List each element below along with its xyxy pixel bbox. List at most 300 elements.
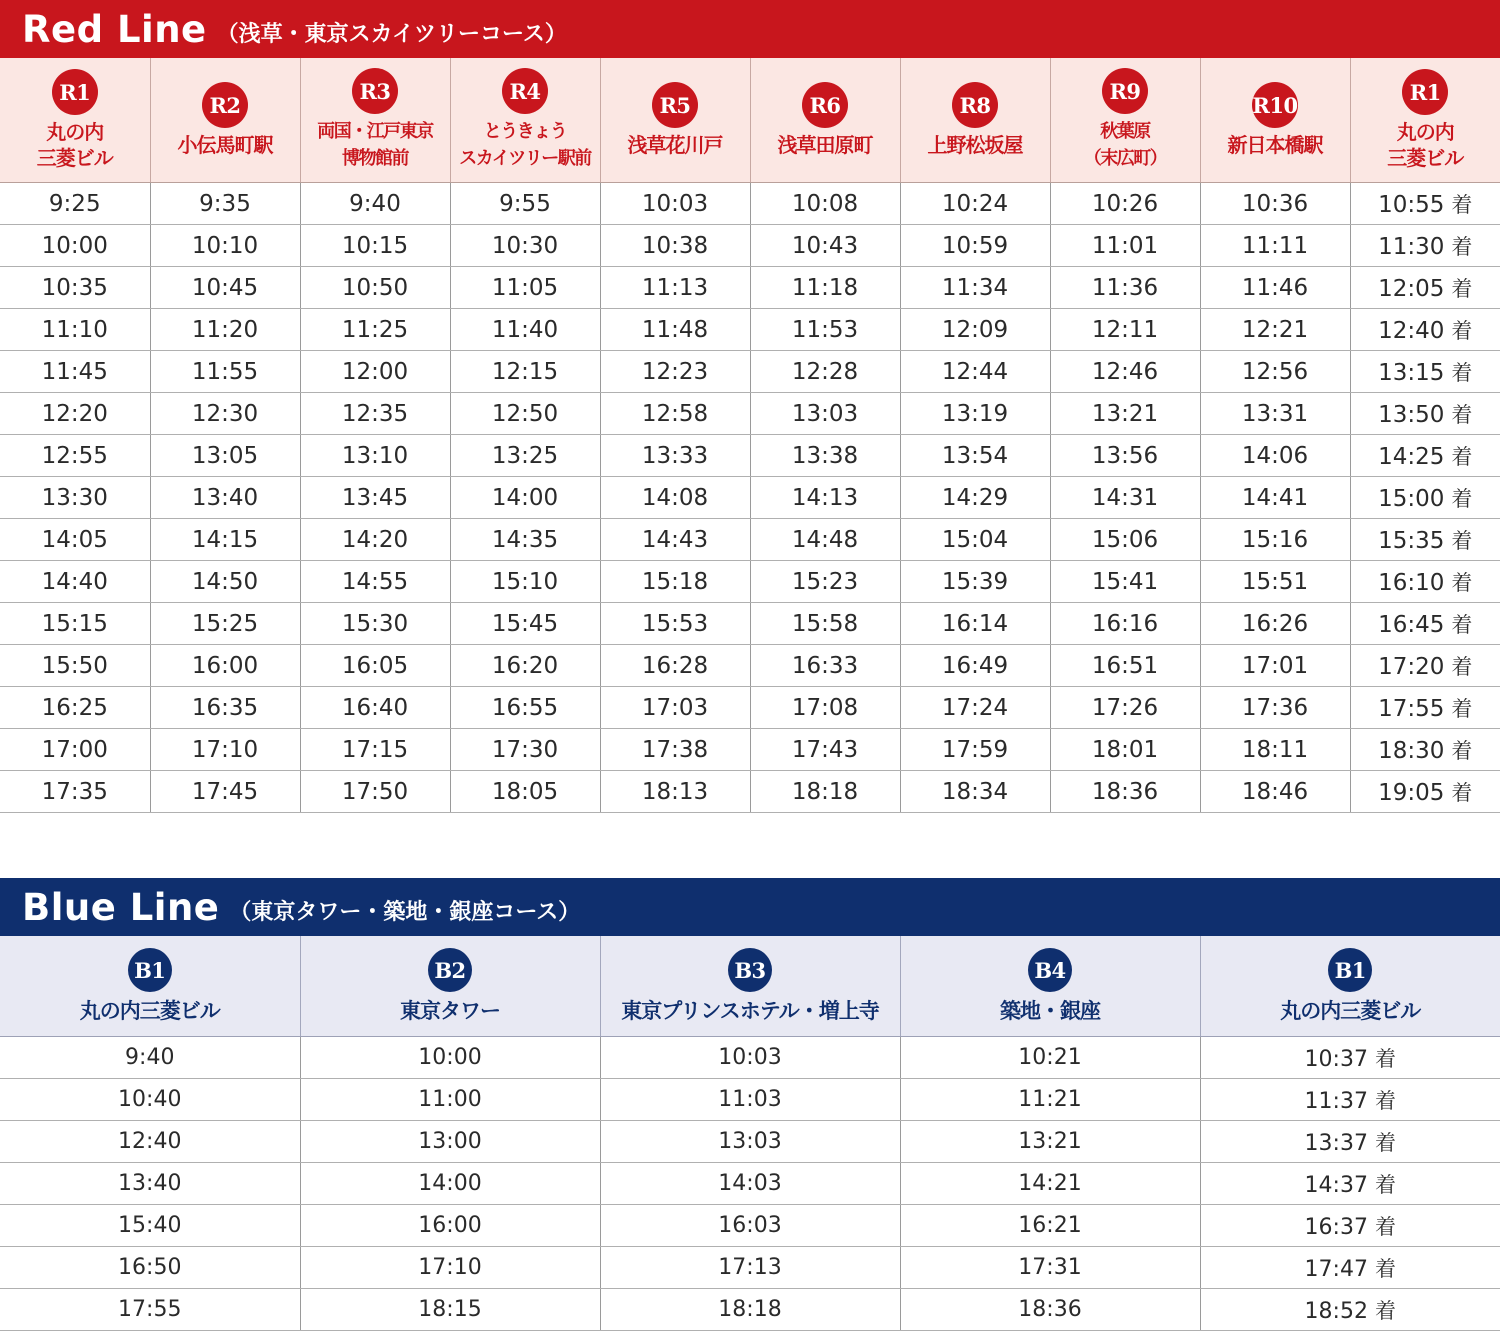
red-line-time-cell (1350, 477, 1500, 519)
red-line-time-cell (900, 645, 1050, 687)
blue-line-time-cell (1200, 1121, 1500, 1163)
red-line-arrival-mark: 着 (1451, 235, 1472, 259)
red-line-departure-time: 14:06 (1242, 443, 1308, 469)
red-line-departure-time: 16:00 (192, 653, 258, 679)
blue-line-title-bar (0, 878, 1500, 936)
red-line-time-cell (600, 603, 750, 645)
red-line-departure-time: 14:41 (1242, 485, 1308, 511)
red-line-departure-time: 9:40 (349, 191, 401, 217)
red-line-time-cell (300, 183, 450, 225)
red-line-time-cell (1350, 225, 1500, 267)
red-line-departure-time: 12:23 (642, 359, 708, 385)
red-line-table-row (0, 435, 1500, 477)
red-line-stop-code-badge: R10 (1252, 82, 1298, 128)
blue-line-stop-name: 築地・銀座 (901, 998, 1200, 1024)
red-line-time-cell (150, 225, 300, 267)
red-line-departure-time: 13:45 (342, 485, 408, 511)
red-line-time-cell (1200, 603, 1350, 645)
red-line-time-cell (450, 435, 600, 477)
red-line-departure-time: 13:10 (342, 443, 408, 469)
blue-line-stop-name: 東京プリンスホテル・増上寺 (601, 998, 900, 1024)
red-line-arrival-mark: 着 (1451, 613, 1472, 637)
blue-line-departure-time: 10:21 (1018, 1045, 1081, 1070)
red-line-departure-time: 14:48 (792, 527, 858, 553)
red-line-stop-code-badge: R3 (352, 68, 398, 114)
blue-line-departure-time: 18:18 (718, 1297, 781, 1322)
red-line-stop-code-badge: R4 (502, 68, 548, 114)
red-line-departure-time: 12:50 (492, 401, 558, 427)
red-line-time-cell (450, 183, 600, 225)
blue-line-stop-header (600, 936, 900, 1037)
blue-line-stop-name: 東京タワー (301, 998, 600, 1024)
red-line-stop-header (750, 58, 900, 183)
red-line-stop-header (900, 58, 1050, 183)
blue-line-stop-header (900, 936, 1200, 1037)
red-line-time-cell (900, 225, 1050, 267)
red-line-title-bar (0, 0, 1500, 58)
red-line-stop-name: 丸の内 三菱ビル (1351, 119, 1500, 171)
red-line-table-row (0, 477, 1500, 519)
red-line-departure-time: 16:25 (42, 695, 108, 721)
red-line-time-cell (150, 603, 300, 645)
red-line-departure-time: 10:50 (342, 275, 408, 301)
red-line-departure-time: 17:26 (1092, 695, 1158, 721)
red-line-title: Red Line (22, 8, 207, 51)
red-line-departure-time: 15:30 (342, 611, 408, 637)
red-line-departure-time: 11:53 (792, 317, 858, 343)
red-line-departure-time: 10:15 (342, 233, 408, 259)
red-line-departure-time: 15:35 (1378, 528, 1444, 554)
red-line-time-cell (150, 309, 300, 351)
blue-line-table-row (0, 1289, 1500, 1331)
red-line-departure-time: 15:51 (1242, 569, 1308, 595)
red-line-table-row (0, 225, 1500, 267)
red-line-time-cell (1050, 183, 1200, 225)
red-line-departure-time: 15:00 (1378, 486, 1444, 512)
blue-line-departure-time: 18:15 (418, 1297, 481, 1322)
red-line-time-cell (900, 267, 1050, 309)
red-line-departure-time: 17:00 (42, 737, 108, 763)
blue-line-time-cell (600, 1205, 900, 1247)
blue-line-time-cell (0, 1121, 300, 1163)
red-line-stop-header (1200, 58, 1350, 183)
red-line-departure-time: 16:10 (1378, 570, 1444, 596)
red-line-time-cell (1050, 519, 1200, 561)
red-line-departure-time: 13:56 (1092, 443, 1158, 469)
red-line-departure-time: 15:16 (1242, 527, 1308, 553)
red-line-time-cell (0, 393, 150, 435)
red-line-departure-time: 17:45 (192, 779, 258, 805)
red-line-stop-header (450, 58, 600, 183)
red-line-time-cell (1050, 351, 1200, 393)
red-line-stop-name: 浅草花川戸 (601, 132, 750, 158)
red-line-time-cell (150, 729, 300, 771)
red-line-time-cell (900, 309, 1050, 351)
red-line-time-cell (1350, 309, 1500, 351)
red-line-departure-time: 11:46 (1242, 275, 1308, 301)
red-line-time-cell (1200, 687, 1350, 729)
red-line-time-cell (1050, 435, 1200, 477)
blue-line-arrival-mark: 着 (1375, 1131, 1396, 1155)
blue-line-departure-time: 10:00 (418, 1045, 481, 1070)
red-line-table-row (0, 603, 1500, 645)
red-line-departure-time: 16:33 (792, 653, 858, 679)
red-line-body (0, 183, 1500, 813)
red-line-departure-time: 16:26 (1242, 611, 1308, 637)
red-line-time-cell (600, 687, 750, 729)
red-line-time-cell (600, 435, 750, 477)
red-line-time-cell (900, 729, 1050, 771)
red-line-time-cell (0, 561, 150, 603)
red-line-time-cell (600, 645, 750, 687)
red-line-table-row (0, 183, 1500, 225)
red-line-time-cell (1200, 267, 1350, 309)
red-line-table-row (0, 729, 1500, 771)
red-line-departure-time: 15:45 (492, 611, 558, 637)
red-line-time-cell (300, 435, 450, 477)
red-line-time-cell (0, 309, 150, 351)
red-line-time-cell (150, 183, 300, 225)
red-line-time-cell (450, 729, 600, 771)
red-line-table-row (0, 351, 1500, 393)
blue-line-stop-code-badge: B2 (428, 948, 472, 992)
blue-line-stop-code-badge: B1 (128, 948, 172, 992)
blue-line-departure-time: 11:03 (718, 1087, 781, 1112)
blue-line-time-cell (0, 1163, 300, 1205)
red-line-departure-time: 11:05 (492, 275, 558, 301)
red-line-departure-time: 9:35 (199, 191, 251, 217)
red-line-departure-time: 10:24 (942, 191, 1008, 217)
red-line-departure-time: 15:04 (942, 527, 1008, 553)
blue-line-table-row (0, 1163, 1500, 1205)
red-line-time-cell (150, 477, 300, 519)
red-line-departure-time: 18:13 (642, 779, 708, 805)
red-line-time-cell (0, 183, 150, 225)
red-line-departure-time: 16:40 (342, 695, 408, 721)
red-line-stop-code-badge: R2 (202, 82, 248, 128)
red-line-time-cell (1350, 183, 1500, 225)
red-line-stop-code-badge: R8 (952, 82, 998, 128)
red-line-time-cell (450, 351, 600, 393)
red-line-time-cell (1050, 687, 1200, 729)
blue-line-time-cell (0, 1079, 300, 1121)
blue-line-time-cell (0, 1247, 300, 1289)
blue-line-time-cell (0, 1205, 300, 1247)
blue-line-departure-time: 13:21 (1018, 1129, 1081, 1154)
red-line-departure-time: 17:55 (1378, 696, 1444, 722)
red-line-time-cell (1050, 309, 1200, 351)
red-line-time-cell (1200, 435, 1350, 477)
red-line-departure-time: 19:05 (1378, 780, 1444, 806)
blue-line-time-cell (900, 1079, 1200, 1121)
red-line-time-cell (150, 687, 300, 729)
red-line-time-cell (600, 225, 750, 267)
blue-line-time-cell (1200, 1037, 1500, 1079)
red-line-departure-time: 12:11 (1092, 317, 1158, 343)
red-line-departure-time: 17:35 (42, 779, 108, 805)
blue-line-time-cell (300, 1121, 600, 1163)
red-line-departure-time: 17:20 (1378, 654, 1444, 680)
red-line-departure-time: 10:30 (492, 233, 558, 259)
red-line-time-cell (300, 603, 450, 645)
blue-line-time-cell (300, 1289, 600, 1331)
red-line-time-cell (1350, 603, 1500, 645)
blue-line-arrival-mark: 着 (1375, 1089, 1396, 1113)
red-line-departure-time: 15:39 (942, 569, 1008, 595)
blue-line-departure-time: 13:00 (418, 1129, 481, 1154)
blue-line-title: Blue Line (22, 886, 219, 929)
red-line-time-cell (450, 309, 600, 351)
red-line-departure-time: 16:49 (942, 653, 1008, 679)
red-line-time-cell (1200, 729, 1350, 771)
red-line-departure-time: 18:36 (1092, 779, 1158, 805)
red-line-time-cell (150, 435, 300, 477)
blue-line-departure-time: 14:37 (1305, 1173, 1368, 1198)
red-line-departure-time: 14:08 (642, 485, 708, 511)
red-line-time-cell (1050, 225, 1200, 267)
red-line-time-cell (0, 603, 150, 645)
red-line-departure-time: 14:00 (492, 485, 558, 511)
red-line-departure-time: 11:11 (1242, 233, 1308, 259)
red-line-stop-name: 小伝馬町駅 (151, 132, 300, 158)
red-line-departure-time: 15:23 (792, 569, 858, 595)
red-line-departure-time: 16:16 (1092, 611, 1158, 637)
blue-line-departure-time: 14:00 (418, 1171, 481, 1196)
blue-line-table-row (0, 1037, 1500, 1079)
red-line-time-cell (750, 603, 900, 645)
red-line-departure-time: 11:40 (492, 317, 558, 343)
red-line-departure-time: 13:54 (942, 443, 1008, 469)
red-line-departure-time: 11:20 (192, 317, 258, 343)
red-line-departure-time: 15:58 (792, 611, 858, 637)
red-line-time-cell (450, 393, 600, 435)
red-line-time-cell (0, 267, 150, 309)
blue-line-departure-time: 16:00 (418, 1213, 481, 1238)
red-line-subtitle: （浅草・東京スカイツリーコース） (217, 17, 567, 48)
red-line-time-cell (1200, 561, 1350, 603)
red-line-time-cell (0, 477, 150, 519)
red-line-time-cell (750, 309, 900, 351)
red-line-departure-time: 14:35 (492, 527, 558, 553)
red-line-stop-name: 丸の内 三菱ビル (0, 119, 150, 171)
blue-line-time-cell (1200, 1289, 1500, 1331)
red-line-departure-time: 18:05 (492, 779, 558, 805)
red-line-departure-time: 12:28 (792, 359, 858, 385)
red-line-departure-time: 14:43 (642, 527, 708, 553)
red-line-time-cell (300, 645, 450, 687)
red-line-departure-time: 12:21 (1242, 317, 1308, 343)
red-line-departure-time: 13:19 (942, 401, 1008, 427)
red-line-time-cell (900, 477, 1050, 519)
red-line-time-cell (1350, 519, 1500, 561)
red-line-departure-time: 14:05 (42, 527, 108, 553)
blue-line-departure-time: 17:10 (418, 1255, 481, 1280)
red-line-departure-time: 17:59 (942, 737, 1008, 763)
blue-line-section (0, 878, 1500, 1331)
red-line-time-cell (600, 183, 750, 225)
blue-line-departure-time: 11:21 (1018, 1087, 1081, 1112)
blue-line-stop-code-badge: B3 (728, 948, 772, 992)
red-line-time-cell (1350, 351, 1500, 393)
red-line-departure-time: 16:05 (342, 653, 408, 679)
red-line-arrival-mark: 着 (1451, 361, 1472, 385)
red-line-stop-header (600, 58, 750, 183)
red-line-departure-time: 17:03 (642, 695, 708, 721)
red-line-time-cell (300, 393, 450, 435)
red-line-table-row (0, 561, 1500, 603)
blue-line-time-cell (0, 1037, 300, 1079)
red-line-departure-time: 10:38 (642, 233, 708, 259)
red-line-time-cell (900, 519, 1050, 561)
red-line-time-cell (1350, 435, 1500, 477)
red-line-departure-time: 13:25 (492, 443, 558, 469)
blue-line-arrival-mark: 着 (1375, 1257, 1396, 1281)
red-line-arrival-mark: 着 (1451, 739, 1472, 763)
red-line-time-cell (300, 519, 450, 561)
blue-line-stop-name: 丸の内三菱ビル (1201, 998, 1500, 1024)
red-line-time-cell (300, 477, 450, 519)
red-line-time-cell (750, 645, 900, 687)
red-line-departure-time: 16:14 (942, 611, 1008, 637)
red-line-time-cell (300, 351, 450, 393)
red-line-time-cell (300, 267, 450, 309)
red-line-departure-time: 16:20 (492, 653, 558, 679)
red-line-departure-time: 10:59 (942, 233, 1008, 259)
blue-line-stop-code-badge: B4 (1028, 948, 1072, 992)
blue-line-time-cell (600, 1079, 900, 1121)
red-line-time-cell (300, 729, 450, 771)
blue-line-stop-name: 丸の内三菱ビル (0, 998, 300, 1024)
red-line-time-cell (1050, 771, 1200, 813)
red-line-departure-time: 10:26 (1092, 191, 1158, 217)
red-line-time-cell (900, 435, 1050, 477)
red-line-time-cell (300, 687, 450, 729)
red-line-time-cell (1200, 645, 1350, 687)
red-line-table-row (0, 519, 1500, 561)
blue-line-arrival-mark: 着 (1375, 1299, 1396, 1323)
red-line-departure-time: 15:06 (1092, 527, 1158, 553)
red-line-stop-code-badge: R6 (802, 82, 848, 128)
blue-line-departure-time: 17:47 (1305, 1257, 1368, 1282)
red-line-departure-time: 10:45 (192, 275, 258, 301)
red-line-departure-time: 13:40 (192, 485, 258, 511)
red-line-departure-time: 12:30 (192, 401, 258, 427)
red-line-time-cell (750, 393, 900, 435)
red-line-departure-time: 12:55 (42, 443, 108, 469)
red-line-departure-time: 17:08 (792, 695, 858, 721)
red-line-departure-time: 16:45 (1378, 612, 1444, 638)
red-line-departure-time: 13:50 (1378, 402, 1444, 428)
red-line-departure-time: 14:50 (192, 569, 258, 595)
red-line-departure-time: 17:24 (942, 695, 1008, 721)
blue-line-departure-time: 14:21 (1018, 1171, 1081, 1196)
red-line-time-cell (900, 603, 1050, 645)
red-line-departure-time: 13:31 (1242, 401, 1308, 427)
red-line-time-cell (750, 351, 900, 393)
red-line-departure-time: 10:10 (192, 233, 258, 259)
red-line-time-cell (750, 771, 900, 813)
red-line-time-cell (1050, 393, 1200, 435)
red-line-time-cell (1350, 687, 1500, 729)
red-line-time-cell (750, 687, 900, 729)
red-line-time-cell (750, 477, 900, 519)
red-line-departure-time: 15:41 (1092, 569, 1158, 595)
blue-line-time-cell (600, 1247, 900, 1289)
red-line-time-cell (300, 561, 450, 603)
red-line-departure-time: 13:05 (192, 443, 258, 469)
red-line-departure-time: 18:34 (942, 779, 1008, 805)
red-line-stop-header (300, 58, 450, 183)
red-line-arrival-mark: 着 (1451, 193, 1472, 217)
red-line-departure-time: 13:21 (1092, 401, 1158, 427)
red-line-time-cell (450, 603, 600, 645)
red-line-time-cell (0, 687, 150, 729)
red-line-departure-time: 15:25 (192, 611, 258, 637)
red-line-arrival-mark: 着 (1451, 487, 1472, 511)
red-line-time-cell (450, 771, 600, 813)
red-line-time-cell (1200, 519, 1350, 561)
red-line-departure-time: 11:18 (792, 275, 858, 301)
blue-line-time-cell (600, 1121, 900, 1163)
blue-line-time-cell (900, 1289, 1200, 1331)
red-line-departure-time: 18:18 (792, 779, 858, 805)
blue-line-departure-time: 10:03 (718, 1045, 781, 1070)
blue-line-arrival-mark: 着 (1375, 1047, 1396, 1071)
red-line-time-cell (0, 225, 150, 267)
red-line-departure-time: 10:43 (792, 233, 858, 259)
red-line-arrival-mark: 着 (1451, 445, 1472, 469)
red-line-time-cell (1200, 771, 1350, 813)
red-line-departure-time: 17:30 (492, 737, 558, 763)
red-line-departure-time: 10:00 (42, 233, 108, 259)
red-line-departure-time: 13:15 (1378, 360, 1444, 386)
red-line-departure-time: 11:45 (42, 359, 108, 385)
red-line-departure-time: 18:11 (1242, 737, 1308, 763)
blue-line-stop-header (0, 936, 300, 1037)
red-line-departure-time: 11:10 (42, 317, 108, 343)
blue-line-table-row (0, 1079, 1500, 1121)
red-line-departure-time: 14:25 (1378, 444, 1444, 470)
red-line-time-cell (150, 351, 300, 393)
blue-line-departure-time: 13:40 (118, 1171, 181, 1196)
red-line-time-cell (0, 351, 150, 393)
red-line-time-cell (150, 393, 300, 435)
blue-line-time-cell (300, 1037, 600, 1079)
red-line-time-cell (600, 561, 750, 603)
red-line-departure-time: 16:51 (1092, 653, 1158, 679)
blue-line-time-cell (600, 1289, 900, 1331)
red-line-stop-code-badge: R5 (652, 82, 698, 128)
blue-line-stop-header (1200, 936, 1500, 1037)
red-line-time-cell (1200, 393, 1350, 435)
red-line-departure-time: 16:28 (642, 653, 708, 679)
blue-line-time-cell (1200, 1247, 1500, 1289)
blue-line-table-row (0, 1205, 1500, 1247)
red-line-time-cell (150, 519, 300, 561)
red-line-arrival-mark: 着 (1451, 781, 1472, 805)
red-line-departure-time: 18:46 (1242, 779, 1308, 805)
red-line-table-row (0, 267, 1500, 309)
red-line-time-cell (450, 225, 600, 267)
red-line-departure-time: 10:35 (42, 275, 108, 301)
red-line-departure-time: 12:56 (1242, 359, 1308, 385)
red-line-time-cell (600, 351, 750, 393)
blue-line-header-row (0, 936, 1500, 1037)
red-line-departure-time: 11:34 (942, 275, 1008, 301)
red-line-departure-time: 17:43 (792, 737, 858, 763)
blue-line-time-cell (1200, 1079, 1500, 1121)
blue-line-subtitle: （東京タワー・築地・銀座コース） (229, 895, 580, 926)
